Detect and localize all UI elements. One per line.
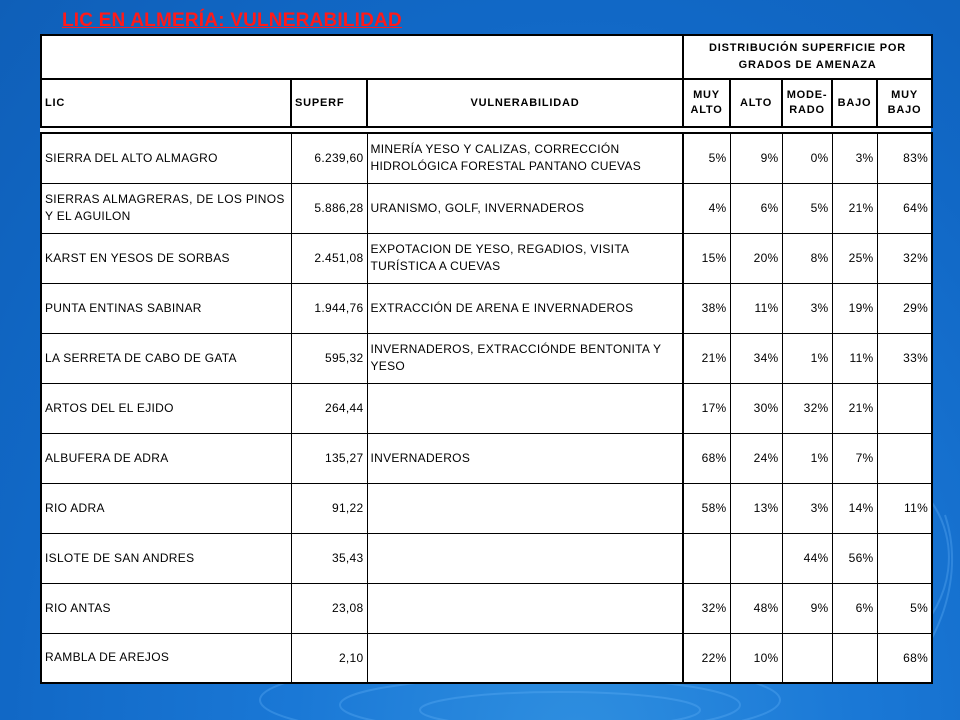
cell-bajo: 7% bbox=[832, 433, 877, 483]
cell-muy-alto: 15% bbox=[683, 233, 730, 283]
cell-lic: RIO ADRA bbox=[41, 483, 291, 533]
cell-muy-alto: 22% bbox=[683, 633, 730, 683]
cell-alto: 11% bbox=[730, 283, 782, 333]
cell-superf: 135,27 bbox=[291, 433, 367, 483]
header-superf: SUPERF bbox=[291, 79, 367, 127]
cell-vulnerabilidad: MINERÍA YESO Y CALIZAS, CORRECCIÓN HIDROLÓGICA FORESTAL PANTANO CUEVAS bbox=[367, 133, 683, 183]
cell-muy-alto: 21% bbox=[683, 333, 730, 383]
cell-muy-bajo: 5% bbox=[877, 583, 932, 633]
cell-moderado: 3% bbox=[782, 483, 832, 533]
header-blank-cell bbox=[41, 35, 683, 79]
cell-alto: 48% bbox=[730, 583, 782, 633]
cell-vulnerabilidad bbox=[367, 533, 683, 583]
cell-alto: 30% bbox=[730, 383, 782, 433]
cell-bajo: 25% bbox=[832, 233, 877, 283]
cell-muy-alto: 4% bbox=[683, 183, 730, 233]
cell-lic: KARST EN YESOS DE SORBAS bbox=[41, 233, 291, 283]
cell-vulnerabilidad bbox=[367, 583, 683, 633]
cell-bajo: 11% bbox=[832, 333, 877, 383]
cell-bajo: 6% bbox=[832, 583, 877, 633]
cell-bajo: 56% bbox=[832, 533, 877, 583]
cell-muy-bajo: 29% bbox=[877, 283, 932, 333]
header-bajo: BAJO bbox=[832, 79, 877, 127]
cell-alto: 10% bbox=[730, 633, 782, 683]
cell-vulnerabilidad: INVERNADEROS bbox=[367, 433, 683, 483]
cell-bajo: 21% bbox=[832, 383, 877, 433]
cell-muy-bajo: 64% bbox=[877, 183, 932, 233]
header-lic: LIC bbox=[41, 79, 291, 127]
cell-moderado: 9% bbox=[782, 583, 832, 633]
cell-superf: 1.944,76 bbox=[291, 283, 367, 333]
cell-muy-bajo bbox=[877, 383, 932, 433]
table-row bbox=[41, 433, 932, 483]
cell-bajo: 21% bbox=[832, 183, 877, 233]
header-vulnerabilidad: VULNERABILIDAD bbox=[367, 79, 683, 127]
cell-lic: ARTOS DEL EL EJIDO bbox=[41, 383, 291, 433]
slide-title: LIC EN ALMERÍA: VULNERABILIDAD bbox=[62, 10, 402, 31]
cell-vulnerabilidad: EXTRACCIÓN DE ARENA E INVERNADEROS bbox=[367, 283, 683, 333]
cell-alto: 6% bbox=[730, 183, 782, 233]
cell-superf: 264,44 bbox=[291, 383, 367, 433]
header-alto: ALTO bbox=[730, 79, 782, 127]
cell-vulnerabilidad: EXPOTACION DE YESO, REGADIOS, VISITA TURÍSTICA A CUEVAS bbox=[367, 233, 683, 283]
cell-muy-alto: 17% bbox=[683, 383, 730, 433]
cell-muy-alto: 5% bbox=[683, 133, 730, 183]
cell-muy-alto: 38% bbox=[683, 283, 730, 333]
table-row bbox=[41, 583, 932, 633]
cell-moderado: 1% bbox=[782, 333, 832, 383]
table-row bbox=[41, 383, 932, 433]
table-row bbox=[41, 283, 932, 333]
cell-superf: 23,08 bbox=[291, 583, 367, 633]
cell-superf: 91,22 bbox=[291, 483, 367, 533]
cell-muy-alto bbox=[683, 533, 730, 583]
header-moderado: MODE-RADO bbox=[782, 79, 832, 127]
cell-bajo bbox=[832, 633, 877, 683]
cell-bajo: 3% bbox=[832, 133, 877, 183]
cell-alto: 9% bbox=[730, 133, 782, 183]
cell-moderado: 1% bbox=[782, 433, 832, 483]
cell-superf: 2,10 bbox=[291, 633, 367, 683]
cell-muy-bajo: 68% bbox=[877, 633, 932, 683]
cell-muy-bajo: 83% bbox=[877, 133, 932, 183]
cell-superf: 595,32 bbox=[291, 333, 367, 383]
cell-superf: 2.451,08 bbox=[291, 233, 367, 283]
cell-lic: SIERRAS ALMAGRERAS, DE LOS PINOS Y EL AGUILON bbox=[41, 183, 291, 233]
cell-muy-bajo: 32% bbox=[877, 233, 932, 283]
table-row bbox=[41, 133, 932, 183]
vulnerability-table bbox=[40, 34, 933, 684]
cell-alto: 13% bbox=[730, 483, 782, 533]
table-row bbox=[41, 333, 932, 383]
cell-lic: ISLOTE DE SAN ANDRES bbox=[41, 533, 291, 583]
cell-muy-bajo: 33% bbox=[877, 333, 932, 383]
cell-vulnerabilidad bbox=[367, 633, 683, 683]
cell-moderado bbox=[782, 633, 832, 683]
cell-muy-alto: 68% bbox=[683, 433, 730, 483]
table-row bbox=[41, 633, 932, 683]
cell-lic: RAMBLA DE AREJOS bbox=[41, 633, 291, 683]
distribution-group-header: DISTRIBUCIÓN SUPERFICIE POR GRADOS DE AMENAZA bbox=[683, 35, 932, 79]
table-row bbox=[41, 533, 932, 583]
cell-bajo: 14% bbox=[832, 483, 877, 533]
cell-superf: 6.239,60 bbox=[291, 133, 367, 183]
cell-superf: 35,43 bbox=[291, 533, 367, 583]
cell-alto bbox=[730, 533, 782, 583]
cell-alto: 34% bbox=[730, 333, 782, 383]
cell-vulnerabilidad: URANISMO, GOLF, INVERNADEROS bbox=[367, 183, 683, 233]
cell-vulnerabilidad bbox=[367, 383, 683, 433]
cell-muy-alto: 58% bbox=[683, 483, 730, 533]
cell-muy-bajo bbox=[877, 533, 932, 583]
cell-moderado: 44% bbox=[782, 533, 832, 583]
cell-lic: PUNTA ENTINAS SABINAR bbox=[41, 283, 291, 333]
cell-moderado: 5% bbox=[782, 183, 832, 233]
header-muy-bajo: MUY BAJO bbox=[877, 79, 932, 127]
cell-muy-bajo bbox=[877, 433, 932, 483]
cell-lic: ALBUFERA DE ADRA bbox=[41, 433, 291, 483]
cell-muy-alto: 32% bbox=[683, 583, 730, 633]
cell-superf: 5.886,28 bbox=[291, 183, 367, 233]
cell-alto: 24% bbox=[730, 433, 782, 483]
cell-moderado: 0% bbox=[782, 133, 832, 183]
table-row bbox=[41, 483, 932, 533]
cell-moderado: 32% bbox=[782, 383, 832, 433]
cell-lic: SIERRA DEL ALTO ALMAGRO bbox=[41, 133, 291, 183]
cell-vulnerabilidad: INVERNADEROS, EXTRACCIÓNDE BENTONITA Y YESO bbox=[367, 333, 683, 383]
table-row bbox=[41, 183, 932, 233]
cell-lic: LA SERRETA DE CABO DE GATA bbox=[41, 333, 291, 383]
cell-muy-bajo: 11% bbox=[877, 483, 932, 533]
cell-lic: RIO ANTAS bbox=[41, 583, 291, 633]
cell-alto: 20% bbox=[730, 233, 782, 283]
cell-bajo: 19% bbox=[832, 283, 877, 333]
cell-vulnerabilidad bbox=[367, 483, 683, 533]
table-row bbox=[41, 233, 932, 283]
header-muy-alto: MUY ALTO bbox=[683, 79, 730, 127]
cell-moderado: 3% bbox=[782, 283, 832, 333]
cell-moderado: 8% bbox=[782, 233, 832, 283]
